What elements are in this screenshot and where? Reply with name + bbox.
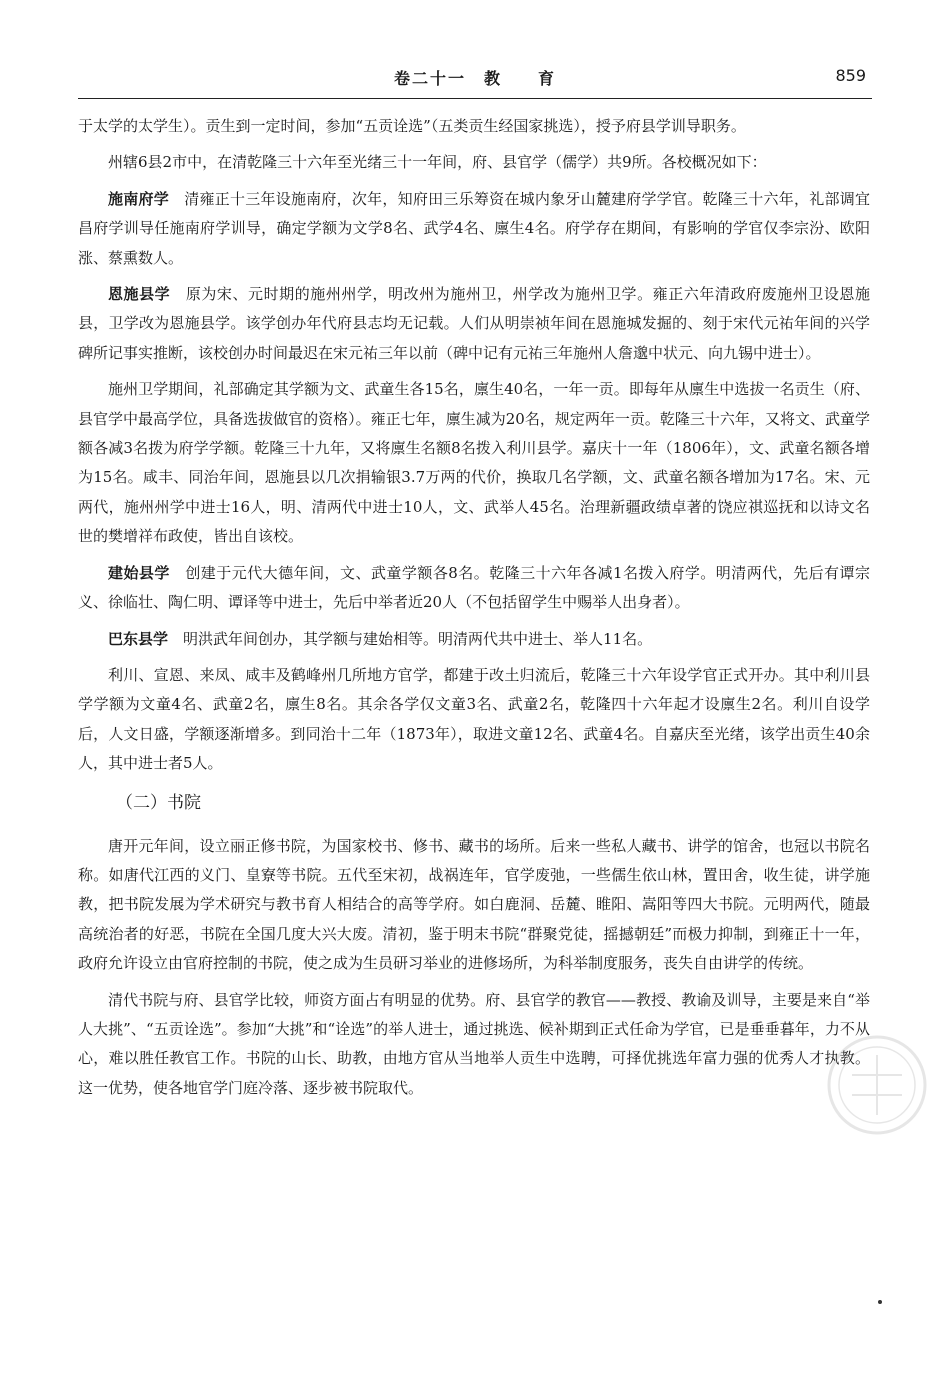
page-body bbox=[78, 112, 870, 1110]
paragraph-enshi-school: 恩施县学 原为宋、元时期的施州州学，明改州为施州卫，州学改为施州卫学。雍正六年清政府废施州卫设恩施县，卫学改为恩施县学。该学创办年代府县志均无记载。人们从明崇祯年间在恩施城发掘的、刻于宋代元祐年间的兴学碑所记事实推断，该校创办时间最迟在宋元祐三年以前（碑中记有元祐三年施州人詹邈中状元、向九锡中进士）。 bbox=[78, 285, 870, 362]
entry-heading: 施南府学 bbox=[108, 189, 169, 208]
chapter-title: 卷二十一 教 育 bbox=[393, 69, 556, 88]
running-header bbox=[78, 58, 872, 99]
paragraph-shizhou-period: 施州卫学期间，礼部确定其学额为文、武童生各15名，廪生40名，一年一贡。即每年从廪生中选拔一名贡生（府、县官学中最高学位，具备选拔做官的资格）。雍正七年，廪生减为20名，规定两年一贡。乾隆三十六年，又将文、武童学额各减3名拨为府学学额。乾隆三十九年，又将廪生名额8名拨入利川县学。嘉庆十一年（1806年），文、武童名额各增为15名。咸丰、同治年间，恩施县以几次捐输银3.7万两的代价，换取几名学额，文、武童名额各增加为17名。宋、元两代，施州州学中进士16人，明、清两代中进士10人，文、武举人45名。治理新疆政绩卓著的饶应祺巡抚和以诗文名世的樊增祥布政使，皆出自该校。 bbox=[78, 380, 870, 546]
paragraph-jianshi-school: 建始县学 创建于元代大德年间，文、武童学额各8名。乾隆三十六年各减1名拨入府学。明清两代，先后有谭宗义、徐临壮、陶仁明、谭译等中进士，先后中举者近20人（不包括留学生中赐举人出身者）。 bbox=[78, 563, 870, 612]
entry-heading: 巴东县学 bbox=[108, 629, 169, 648]
paragraph-badong-school: 巴东县学 明洪武年间创办，其学额与建始相等。明清两代共中进士、举人11名。 bbox=[108, 629, 653, 648]
watermark-stamp bbox=[822, 1030, 932, 1140]
paragraph-overview: 州辖6县2市中，在清乾隆三十六年至光绪三十一年间，府、县官学（儒学）共9所。各校概况如下： bbox=[108, 153, 767, 172]
scan-speck bbox=[878, 1300, 882, 1304]
paragraph-academy-advantage: 清代书院与府、县官学比较，师资方面占有明显的优势。府、县官学的教官——教授、教谕及训导，主要是来自“举人大挑”、“五贡诠选”。参加“大挑”和“诠选”的举人进士，通过挑选、候补期到正式任命为学官，已是垂垂暮年，力不从心，难以胜任教官工作。书院的山长、助教，由地方官从当地举人贡生中选聘，可择优挑选年富力强的优秀人才执教。这一优势，使各地官学门庭冷落、逐步被书院取代。 bbox=[78, 990, 870, 1097]
section-heading: （二）书院 bbox=[116, 792, 201, 813]
paragraph-shinan-school: 施南府学 清雍正十三年设施南府，次年，知府田三乐筹资在城内象牙山麓建府学学官。乾隆三十六年，礼部调宜昌府学训导任施南府学训导，确定学额为文学8名、武学4名、廪生4名。府学存在期间，有影响的学官仅李宗汾、欧阳涨、蔡熏数人。 bbox=[78, 189, 870, 267]
paragraph-other-schools: 利川、宣恩、来凤、咸丰及鹤峰州几所地方官学，都建于改土归流后，乾隆三十六年设学官正式开办。其中利川县学学额为文童4名、武童2名，廪生8名。其余各学仅文童3名、武童2名，乾隆四十六年起才设廪生2名。利川自设学后，人文日盛，学额逐渐增多。到同治十二年（1873年），取进文童12名、武童4名。自嘉庆至光绪，该学出贡生40余人，其中进士者5人。 bbox=[78, 665, 870, 773]
paragraph-academy-history: 唐开元年间，设立丽正修书院，为国家校书、修书、藏书的场所。后来一些私人藏书、讲学的馆舍，也冠以书院名称。如唐代江西的义门、皇寮等书院。五代至宋初，战祸连年，官学废弛，一些儒生依山林，置田舍，收生徒，讲学施教，把书院发展为学术研究与教书育人相结合的高等学府。如白鹿洞、岳麓、睢阳、嵩阳等四大书院。元明两代，随最高统治者的好恶，书院在全国几度大兴大废。清初，鉴于明末书院“群聚党徒，摇撼朝廷”而极力抑制，到雍正十一年，政府允许设立由官府控制的书院，使之成为生员研习举业的进修场所，为科举制度服务，丧失自由讲学的传统。 bbox=[78, 836, 870, 973]
entry-heading: 建始县学 bbox=[108, 563, 170, 582]
page-number: 859 bbox=[835, 66, 866, 85]
entry-heading: 恩施县学 bbox=[108, 285, 171, 304]
paragraph-continuation: 于太学的太学生）。贡生到一定时间，参加“五贡诠选”（五类贡生经国家挑选），授予府县学训导职务。 bbox=[78, 117, 746, 135]
